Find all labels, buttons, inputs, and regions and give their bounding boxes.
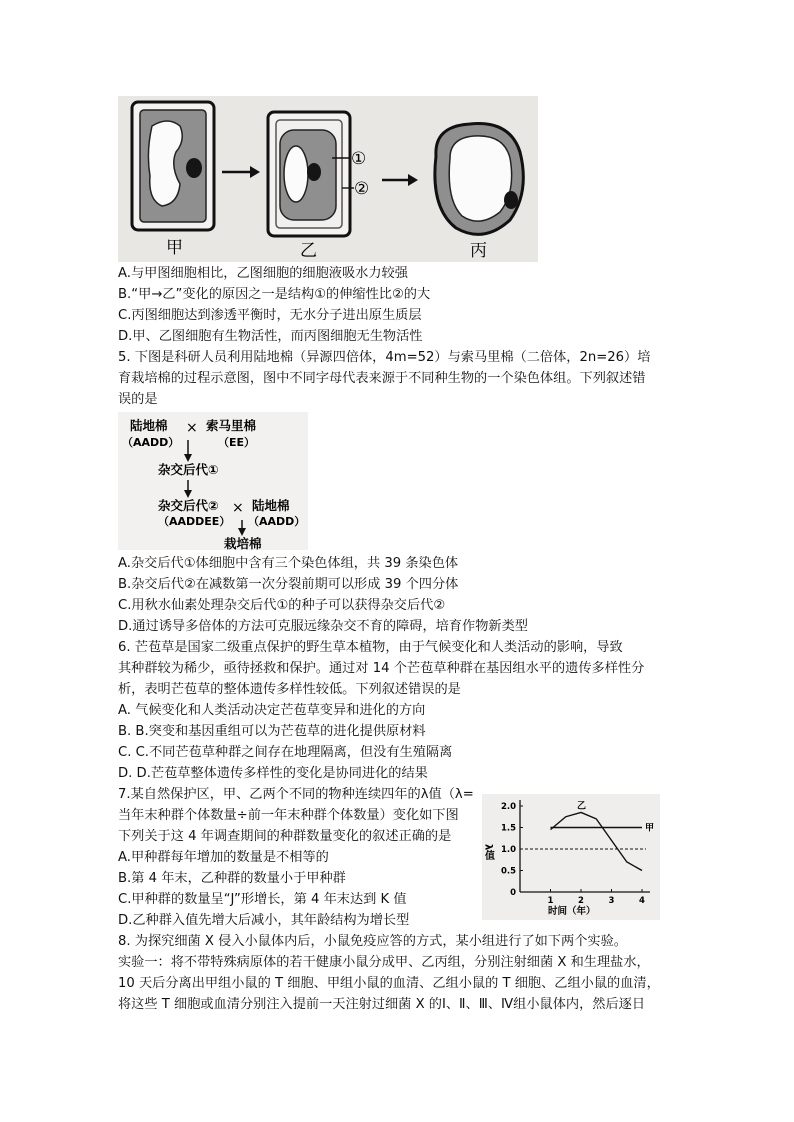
- label-jia: 甲: [166, 238, 183, 258]
- q4-option-a: A.与甲图细胞相比，乙图细胞的细胞液吸水力较强: [118, 266, 408, 281]
- q7-option-b: B.第 4 年末，乙种群的数量小于甲种群: [118, 871, 346, 886]
- label-bing: 丙: [470, 241, 487, 261]
- parent-3-genome: （AADD）: [248, 515, 306, 528]
- q4-option-d: D.甲、乙图细胞有生物活性，而丙图细胞无生物活性: [118, 329, 423, 344]
- y-tick-label-2: 1.0: [500, 845, 516, 855]
- hybrid-1: 杂交后代①: [158, 462, 219, 477]
- nucleus-yi: [307, 163, 321, 181]
- parent-1-genome: （AADD）: [122, 436, 180, 449]
- cross-sign-1: ×: [186, 420, 198, 436]
- cotton-breeding-diagram: [118, 412, 308, 550]
- q5-option-d: D.通过诱导多倍体的方法可克服远缘杂交不育的障碍，培育作物新类型: [118, 619, 528, 634]
- origin-label: 0: [510, 888, 516, 898]
- hybrid-2-genome: （AADDEE）: [158, 515, 231, 528]
- parent-1-name: 陆地棉: [130, 418, 168, 433]
- q8-line-4: 将这些 T 细胞或血清分别注入提前一天注射过细菌 X 的Ⅰ、Ⅱ、Ⅲ、Ⅳ组小鼠体内，然后逐日: [118, 997, 646, 1012]
- marker-1: ①: [351, 149, 367, 169]
- lambda-value-chart: [482, 794, 660, 920]
- q6-option-b: B. B.突变和基因重组可以为芒苞草的进化提供原材料: [118, 724, 426, 739]
- q8-line-1: 8. 为探究细菌 X 侵入小鼠体内后，小鼠免疫应答的方式，某小组进行了如下两个实验。: [118, 934, 627, 949]
- q7-stem-line-1: 7.某自然保护区，甲、乙两个不同的物种连续四年的λ值（λ=: [118, 787, 474, 802]
- parent-2-genome: （EE）: [218, 436, 256, 449]
- x-tick-label-2: 3: [608, 896, 615, 906]
- y-tick-label-1: 0.5: [500, 866, 516, 877]
- x-tick-label-1: 2: [578, 896, 584, 906]
- cell-bing: [435, 124, 523, 235]
- cell-plasmolysis-figure: [118, 96, 538, 262]
- nucleus-bing: [504, 191, 518, 209]
- q6-stem-line-3: 析，表明芒苞草的整体遗传多样性较低。下列叙述错误的是: [118, 682, 461, 697]
- parent-3-name: 陆地棉: [252, 498, 290, 513]
- x-axis-label: 时间（年）: [548, 906, 596, 917]
- q6-option-d: D. D.芒苞草整体遗传多样性的变化是协同进化的结果: [118, 766, 428, 781]
- label-yi: 乙: [300, 241, 317, 261]
- q8-line-2: 实验一：将不带特殊病原体的若干健康小鼠分成甲、乙丙组，分别注射细菌 X 和生理盐水，: [118, 955, 650, 970]
- cultivated-cotton: 栽培棉: [224, 536, 262, 550]
- q7-stem-line-3: 下列关于这 4 年调查期间的种群数量变化的叙述正确的是: [118, 829, 452, 844]
- q8-line-3: 10 天后分离出甲组小鼠的 T 细胞、甲组小鼠的血清、乙组小鼠的 T 细胞、乙组小鼠的血清，: [118, 976, 660, 991]
- q6-stem-line-1: 6. 芒苞草是国家二级重点保护的野生草本植物，由于气候变化和人类活动的影响，导致: [118, 640, 623, 655]
- q6-option-c: C. C.不同芒苞草种群之间存在地理隔离，但没有生殖隔离: [118, 745, 453, 760]
- x-tick-label-0: 1: [547, 896, 554, 906]
- q4-option-c: C.丙图细胞达到渗透平衡时，无水分子进出原生质层: [118, 308, 422, 323]
- marker-2: ②: [354, 179, 370, 199]
- y-tick-label-3: 1.5: [500, 823, 516, 834]
- q7-stem-line-2: 当年末种群个体数量÷前一年末种群个体数量）变化如下图: [118, 808, 459, 823]
- q5-option-c: C.用秋水仙素处理杂交后代①的种子可以获得杂交后代②: [118, 598, 446, 613]
- parent-2-name: 索马里棉: [206, 418, 257, 433]
- q6-option-a: A. 气候变化和人类活动决定芒苞草变异和进化的方向: [118, 703, 426, 718]
- q5-stem-line-2: 育栽培棉的过程示意图，图中不同字母代表来源于不同种生物的一个染色体组。下列叙述错: [118, 371, 646, 386]
- hybrid-2: 杂交后代②: [158, 498, 219, 513]
- q6-stem-line-2: 其种群较为稀少，亟待拯救和保护。通过对 14 个芒苞草种群在基因组水平的遗传多样性分: [118, 661, 645, 676]
- q7-option-d: D.乙种群入值先增大后减小，其年龄结构为增长型: [118, 913, 410, 928]
- q5-stem-line-1: 5. 下图是科研人员利用陆地棉（异源四倍体，4m=52）与索马里棉（二倍体，2n=26）培: [118, 350, 651, 365]
- q5-stem-line-3: 误的是: [118, 392, 158, 407]
- q4-option-b: B.“甲→乙”变化的原因之一是结构①的伸缩性比②的大: [118, 287, 431, 302]
- y-tick-label-4: 2.0: [500, 802, 516, 812]
- q7-option-c: C.甲种群的数量呈“J”形增长，第 4 年末达到 K 值: [118, 892, 407, 907]
- nucleus-jia: [186, 158, 202, 178]
- q5-option-b: B.杂交后代②在减数第一次分裂前期可以形成 39 个四分体: [118, 577, 459, 592]
- q7-option-a: A.甲种群每年增加的数量是不相等的: [118, 850, 329, 865]
- series-label-yi: 乙: [577, 801, 587, 812]
- x-tick-label-3: 4: [639, 896, 645, 906]
- series-label-jia: 甲: [645, 823, 655, 834]
- cross-sign-2: ×: [232, 500, 244, 516]
- y-axis-label: λ值: [482, 844, 494, 861]
- cell-jia: [132, 102, 214, 230]
- q5-option-a: A.杂交后代①体细胞中含有三个染色体组，共 39 条染色体: [118, 556, 459, 571]
